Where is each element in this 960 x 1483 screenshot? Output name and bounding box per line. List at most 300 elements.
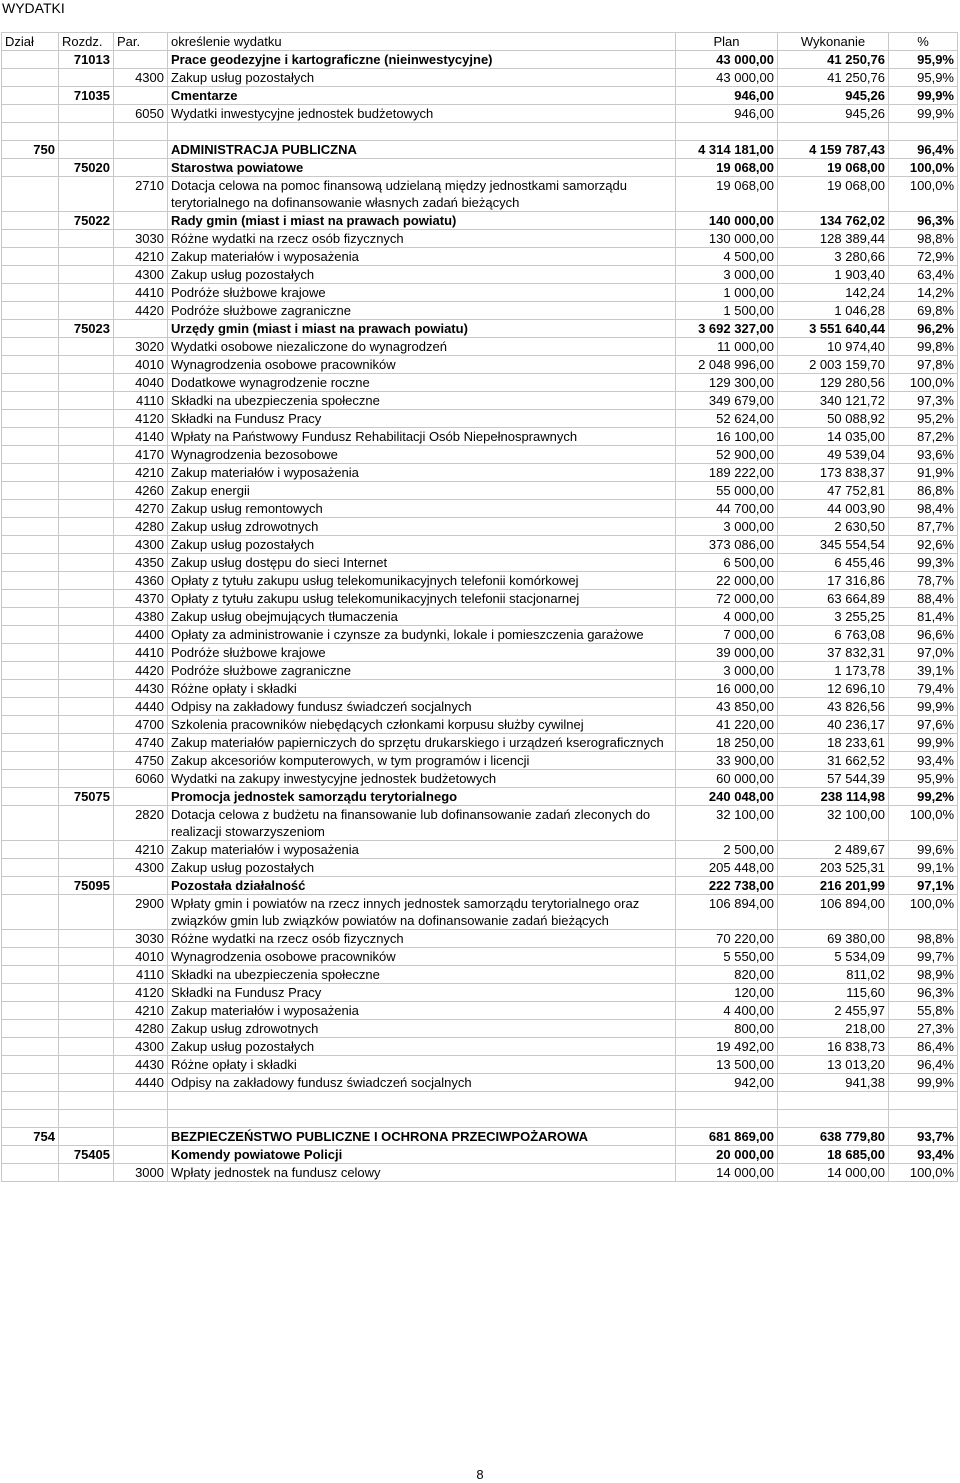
cell-plan: 205 448,00: [676, 859, 778, 877]
cell-execution: 216 201,99: [778, 877, 889, 895]
empty-cell: [168, 123, 676, 141]
table-row: [2, 230, 958, 248]
cell-rozdz: [59, 716, 114, 734]
cell-plan: 19 492,00: [676, 1038, 778, 1056]
cell-rozdz: [59, 1164, 114, 1182]
cell-dzial: [2, 895, 59, 930]
cell-rozdz: [59, 428, 114, 446]
cell-percent: 91,9%: [889, 464, 958, 482]
cell-rozdz: [59, 266, 114, 284]
table-row: [2, 877, 958, 895]
cell-execution: 3 280,66: [778, 248, 889, 266]
cell-par: 3030: [114, 930, 168, 948]
cell-rozdz: [59, 554, 114, 572]
cell-description: Dotacja celowa na pomoc finansową udzielaną między jednostkami samorządu terytorialnego na dofinansowanie własnych zadań bieżących: [168, 177, 676, 212]
cell-percent: 86,4%: [889, 1038, 958, 1056]
table-row: [2, 1002, 958, 1020]
cell-execution: 43 826,56: [778, 698, 889, 716]
cell-description: Zakup materiałów i wyposażenia: [168, 248, 676, 266]
table-row: [2, 284, 958, 302]
cell-dzial: [2, 1056, 59, 1074]
cell-par: 4120: [114, 984, 168, 1002]
cell-description: Zakup materiałów i wyposażenia: [168, 464, 676, 482]
cell-rozdz: [59, 500, 114, 518]
cell-rozdz: [59, 141, 114, 159]
cell-plan: 120,00: [676, 984, 778, 1002]
cell-execution: 106 894,00: [778, 895, 889, 930]
cell-execution: 238 114,98: [778, 788, 889, 806]
cell-dzial: [2, 1020, 59, 1038]
cell-par: 4300: [114, 1038, 168, 1056]
cell-plan: 52 624,00: [676, 410, 778, 428]
table-row: [2, 392, 958, 410]
cell-rozdz: [59, 984, 114, 1002]
cell-description: ADMINISTRACJA PUBLICZNA: [168, 141, 676, 159]
spacer-row: [2, 1092, 958, 1110]
cell-rozdz: [59, 608, 114, 626]
cell-description: Komendy powiatowe Policji: [168, 1146, 676, 1164]
cell-execution: 32 100,00: [778, 806, 889, 841]
cell-dzial: [2, 410, 59, 428]
cell-par: 4210: [114, 248, 168, 266]
cell-description: Podróże służbowe krajowe: [168, 644, 676, 662]
cell-execution: 37 832,31: [778, 644, 889, 662]
cell-par: 4280: [114, 1020, 168, 1038]
table-row: [2, 948, 958, 966]
cell-execution: 811,02: [778, 966, 889, 984]
cell-description: Zakup usług pozostałych: [168, 69, 676, 87]
cell-percent: 55,8%: [889, 1002, 958, 1020]
cell-description: Zakup usług dostępu do sieci Internet: [168, 554, 676, 572]
table-row: [2, 482, 958, 500]
cell-plan: 55 000,00: [676, 482, 778, 500]
cell-plan: 43 000,00: [676, 51, 778, 69]
cell-description: Składki na ubezpieczenia społeczne: [168, 392, 676, 410]
cell-dzial: [2, 770, 59, 788]
cell-description: Różne opłaty i składki: [168, 1056, 676, 1074]
cell-percent: 99,9%: [889, 105, 958, 123]
cell-percent: 78,7%: [889, 572, 958, 590]
cell-dzial: [2, 518, 59, 536]
cell-dzial: [2, 680, 59, 698]
cell-percent: 99,3%: [889, 554, 958, 572]
cell-description: Składki na Fundusz Pracy: [168, 410, 676, 428]
cell-dzial: [2, 266, 59, 284]
cell-execution: 2 630,50: [778, 518, 889, 536]
cell-rozdz: [59, 859, 114, 877]
cell-plan: 3 000,00: [676, 518, 778, 536]
cell-percent: 72,9%: [889, 248, 958, 266]
table-row: [2, 212, 958, 230]
table-row: [2, 1164, 958, 1182]
cell-dzial: [2, 877, 59, 895]
empty-cell: [676, 123, 778, 141]
page-title: WYDATKI: [2, 0, 65, 16]
cell-execution: 142,24: [778, 284, 889, 302]
cell-rozdz: [59, 895, 114, 930]
cell-plan: 3 000,00: [676, 266, 778, 284]
table-row: [2, 770, 958, 788]
cell-par: 6060: [114, 770, 168, 788]
cell-rozdz: [59, 69, 114, 87]
cell-execution: 18 233,61: [778, 734, 889, 752]
cell-percent: 99,9%: [889, 698, 958, 716]
cell-par: 4410: [114, 644, 168, 662]
cell-execution: 69 380,00: [778, 930, 889, 948]
cell-dzial: [2, 966, 59, 984]
cell-par: 4440: [114, 698, 168, 716]
cell-plan: 1 000,00: [676, 284, 778, 302]
cell-execution: 134 762,02: [778, 212, 889, 230]
table-row: [2, 518, 958, 536]
cell-dzial: [2, 536, 59, 554]
cell-plan: 189 222,00: [676, 464, 778, 482]
cell-dzial: [2, 446, 59, 464]
cell-par: 4370: [114, 590, 168, 608]
cell-par: 4300: [114, 536, 168, 554]
cell-description: Zakup usług obejmujących tłumaczenia: [168, 608, 676, 626]
cell-percent: 93,4%: [889, 752, 958, 770]
cell-plan: 681 869,00: [676, 1128, 778, 1146]
header-execution: Wykonanie: [778, 33, 889, 51]
cell-execution: 57 544,39: [778, 770, 889, 788]
cell-description: Wpłaty gmin i powiatów na rzecz innych jednostek samorządu terytorialnego oraz związków gmin lub związków powiatów na dofinansowanie zadań bieżących: [168, 895, 676, 930]
cell-par: [114, 877, 168, 895]
cell-description: Zakup akcesoriów komputerowych, w tym programów i licencji: [168, 752, 676, 770]
header-percent: %: [889, 33, 958, 51]
cell-execution: 63 664,89: [778, 590, 889, 608]
cell-par: 4420: [114, 662, 168, 680]
cell-plan: 19 068,00: [676, 177, 778, 212]
cell-dzial: [2, 930, 59, 948]
cell-rozdz: [59, 1074, 114, 1092]
cell-par: 4170: [114, 446, 168, 464]
cell-rozdz: [59, 464, 114, 482]
cell-percent: 98,8%: [889, 230, 958, 248]
empty-cell: [676, 1110, 778, 1128]
table-row: [2, 248, 958, 266]
cell-plan: 16 000,00: [676, 680, 778, 698]
table-row: [2, 734, 958, 752]
cell-percent: 93,7%: [889, 1128, 958, 1146]
cell-plan: 7 000,00: [676, 626, 778, 644]
table-row: [2, 69, 958, 87]
table-row: [2, 141, 958, 159]
cell-rozdz: [59, 536, 114, 554]
cell-percent: 100,0%: [889, 374, 958, 392]
cell-par: 4700: [114, 716, 168, 734]
empty-cell: [114, 1092, 168, 1110]
page-number: 8: [476, 1467, 484, 1482]
cell-description: Dodatkowe wynagrodzenie roczne: [168, 374, 676, 392]
cell-rozdz: [59, 1038, 114, 1056]
cell-plan: 43 850,00: [676, 698, 778, 716]
cell-description: Opłaty za administrowanie i czynsze za budynki, lokale i pomieszczenia garażowe: [168, 626, 676, 644]
table-row: [2, 752, 958, 770]
cell-description: Zakup energii: [168, 482, 676, 500]
cell-dzial: [2, 841, 59, 859]
cell-par: [114, 212, 168, 230]
cell-dzial: [2, 948, 59, 966]
cell-rozdz: 75095: [59, 877, 114, 895]
cell-dzial: [2, 626, 59, 644]
cell-dzial: [2, 51, 59, 69]
cell-plan: 18 250,00: [676, 734, 778, 752]
cell-execution: 13 013,20: [778, 1056, 889, 1074]
cell-dzial: [2, 248, 59, 266]
table-row: [2, 644, 958, 662]
cell-execution: 340 121,72: [778, 392, 889, 410]
cell-rozdz: [59, 284, 114, 302]
header-par: Par.: [114, 33, 168, 51]
cell-execution: 2 489,67: [778, 841, 889, 859]
cell-percent: 99,7%: [889, 948, 958, 966]
cell-description: Cmentarze: [168, 87, 676, 105]
cell-plan: 19 068,00: [676, 159, 778, 177]
cell-description: BEZPIECZEŃSTWO PUBLICZNE I OCHRONA PRZECIWPOŻAROWA: [168, 1128, 676, 1146]
cell-percent: 86,8%: [889, 482, 958, 500]
cell-dzial: [2, 644, 59, 662]
cell-description: Zakup usług pozostałych: [168, 536, 676, 554]
cell-percent: 69,8%: [889, 302, 958, 320]
cell-par: 6050: [114, 105, 168, 123]
table-row: [2, 984, 958, 1002]
cell-par: 4010: [114, 356, 168, 374]
table-row: [2, 320, 958, 338]
cell-par: [114, 1128, 168, 1146]
cell-plan: 13 500,00: [676, 1056, 778, 1074]
cell-par: 4440: [114, 1074, 168, 1092]
table-row: [2, 338, 958, 356]
cell-par: 4740: [114, 734, 168, 752]
cell-plan: 6 500,00: [676, 554, 778, 572]
cell-execution: 41 250,76: [778, 69, 889, 87]
empty-cell: [676, 1092, 778, 1110]
cell-execution: 941,38: [778, 1074, 889, 1092]
table-row: [2, 266, 958, 284]
cell-execution: 19 068,00: [778, 159, 889, 177]
cell-description: Zakup usług remontowych: [168, 500, 676, 518]
table-row: [2, 87, 958, 105]
empty-cell: [889, 123, 958, 141]
empty-cell: [889, 1092, 958, 1110]
cell-percent: 92,6%: [889, 536, 958, 554]
cell-rozdz: [59, 230, 114, 248]
cell-dzial: [2, 482, 59, 500]
cell-description: Rady gmin (miast i miast na prawach powiatu): [168, 212, 676, 230]
cell-par: 4430: [114, 680, 168, 698]
cell-plan: 3 000,00: [676, 662, 778, 680]
cell-dzial: [2, 698, 59, 716]
cell-dzial: [2, 428, 59, 446]
table-row: [2, 788, 958, 806]
cell-execution: 2 003 159,70: [778, 356, 889, 374]
table-row: [2, 680, 958, 698]
cell-execution: 40 236,17: [778, 716, 889, 734]
cell-rozdz: [59, 572, 114, 590]
cell-execution: 945,26: [778, 87, 889, 105]
cell-rozdz: [59, 446, 114, 464]
cell-execution: 16 838,73: [778, 1038, 889, 1056]
cell-plan: 820,00: [676, 966, 778, 984]
cell-par: 4040: [114, 374, 168, 392]
cell-plan: 14 000,00: [676, 1164, 778, 1182]
empty-cell: [114, 1110, 168, 1128]
cell-par: [114, 87, 168, 105]
cell-percent: 100,0%: [889, 1164, 958, 1182]
cell-dzial: [2, 984, 59, 1002]
cell-description: Różne opłaty i składki: [168, 680, 676, 698]
table-row: [2, 662, 958, 680]
cell-description: Zakup usług pozostałych: [168, 1038, 676, 1056]
cell-execution: 5 534,09: [778, 948, 889, 966]
cell-par: [114, 1146, 168, 1164]
cell-par: 4110: [114, 966, 168, 984]
cell-rozdz: [59, 752, 114, 770]
expenditure-table: [1, 32, 958, 1182]
cell-percent: 99,6%: [889, 841, 958, 859]
cell-execution: 2 455,97: [778, 1002, 889, 1020]
cell-percent: 98,8%: [889, 930, 958, 948]
cell-description: Wpłaty na Państwowy Fundusz Rehabilitacji Osób Niepełnosprawnych: [168, 428, 676, 446]
cell-description: Promocja jednostek samorządu terytorialnego: [168, 788, 676, 806]
cell-execution: 14 000,00: [778, 1164, 889, 1182]
cell-plan: 4 400,00: [676, 1002, 778, 1020]
table-row: [2, 464, 958, 482]
cell-rozdz: [59, 698, 114, 716]
cell-description: Zakup materiałów i wyposażenia: [168, 1002, 676, 1020]
cell-description: Podróże służbowe zagraniczne: [168, 302, 676, 320]
cell-par: 2900: [114, 895, 168, 930]
cell-dzial: [2, 212, 59, 230]
cell-percent: 99,2%: [889, 788, 958, 806]
cell-execution: 6 455,46: [778, 554, 889, 572]
cell-percent: 81,4%: [889, 608, 958, 626]
table-row: [2, 859, 958, 877]
cell-par: 4750: [114, 752, 168, 770]
cell-dzial: [2, 1002, 59, 1020]
cell-dzial: [2, 1038, 59, 1056]
cell-percent: 95,9%: [889, 51, 958, 69]
cell-rozdz: [59, 518, 114, 536]
cell-percent: 14,2%: [889, 284, 958, 302]
cell-par: [114, 320, 168, 338]
cell-par: 4400: [114, 626, 168, 644]
cell-execution: 41 250,76: [778, 51, 889, 69]
cell-par: 4010: [114, 948, 168, 966]
cell-percent: 99,8%: [889, 338, 958, 356]
cell-description: Opłaty z tytułu zakupu usług telekomunikacyjnych telefonii komórkowej: [168, 572, 676, 590]
cell-dzial: [2, 752, 59, 770]
cell-execution: 6 763,08: [778, 626, 889, 644]
cell-percent: 96,2%: [889, 320, 958, 338]
cell-execution: 128 389,44: [778, 230, 889, 248]
cell-dzial: [2, 608, 59, 626]
cell-rozdz: [59, 338, 114, 356]
cell-description: Starostwa powiatowe: [168, 159, 676, 177]
cell-plan: 4 314 181,00: [676, 141, 778, 159]
cell-execution: 173 838,37: [778, 464, 889, 482]
cell-dzial: [2, 87, 59, 105]
cell-par: 4300: [114, 69, 168, 87]
cell-description: Różne wydatki na rzecz osób fizycznych: [168, 230, 676, 248]
cell-plan: 52 900,00: [676, 446, 778, 464]
table-row: [2, 608, 958, 626]
cell-dzial: [2, 662, 59, 680]
table-row: [2, 930, 958, 948]
cell-execution: 345 554,54: [778, 536, 889, 554]
empty-cell: [778, 1092, 889, 1110]
cell-description: Wynagrodzenia osobowe pracowników: [168, 948, 676, 966]
cell-description: Prace geodezyjne i kartograficzne (nieinwestycyjne): [168, 51, 676, 69]
cell-rozdz: [59, 680, 114, 698]
cell-plan: 2 500,00: [676, 841, 778, 859]
cell-rozdz: [59, 410, 114, 428]
table-row: [2, 177, 958, 212]
cell-rozdz: 71035: [59, 87, 114, 105]
cell-execution: 638 779,80: [778, 1128, 889, 1146]
table-row: [2, 51, 958, 69]
cell-description: Składki na Fundusz Pracy: [168, 984, 676, 1002]
table-row: [2, 966, 958, 984]
cell-execution: 115,60: [778, 984, 889, 1002]
empty-cell: [2, 1092, 59, 1110]
cell-rozdz: [59, 1128, 114, 1146]
cell-percent: 96,3%: [889, 984, 958, 1002]
table-row: [2, 1074, 958, 1092]
cell-percent: 100,0%: [889, 895, 958, 930]
cell-percent: 95,9%: [889, 69, 958, 87]
cell-rozdz: [59, 770, 114, 788]
cell-execution: 218,00: [778, 1020, 889, 1038]
cell-par: [114, 159, 168, 177]
cell-dzial: [2, 464, 59, 482]
cell-description: Dotacja celowa z budżetu na finansowanie lub dofinansowanie zadań zleconych do realizacji stowarzyszeniom: [168, 806, 676, 841]
cell-rozdz: [59, 1020, 114, 1038]
cell-description: Urzędy gmin (miast i miast na prawach powiatu): [168, 320, 676, 338]
cell-percent: 96,6%: [889, 626, 958, 644]
cell-execution: 203 525,31: [778, 859, 889, 877]
cell-description: Wydatki osobowe niezaliczone do wynagrodzeń: [168, 338, 676, 356]
table-row: [2, 1056, 958, 1074]
cell-rozdz: [59, 644, 114, 662]
empty-cell: [168, 1110, 676, 1128]
cell-par: 4360: [114, 572, 168, 590]
table-row: [2, 1128, 958, 1146]
cell-dzial: [2, 1074, 59, 1092]
cell-rozdz: [59, 626, 114, 644]
cell-execution: 1 046,28: [778, 302, 889, 320]
cell-percent: 99,9%: [889, 87, 958, 105]
cell-execution: 4 159 787,43: [778, 141, 889, 159]
cell-percent: 97,6%: [889, 716, 958, 734]
cell-par: 3020: [114, 338, 168, 356]
cell-execution: 19 068,00: [778, 177, 889, 212]
table-row: [2, 841, 958, 859]
table-header-row: [2, 33, 958, 51]
cell-dzial: [2, 320, 59, 338]
cell-dzial: [2, 356, 59, 374]
cell-execution: 18 685,00: [778, 1146, 889, 1164]
cell-rozdz: [59, 248, 114, 266]
cell-par: 2820: [114, 806, 168, 841]
cell-percent: 79,4%: [889, 680, 958, 698]
cell-rozdz: 75075: [59, 788, 114, 806]
cell-dzial: [2, 859, 59, 877]
cell-rozdz: [59, 177, 114, 212]
table-row: [2, 806, 958, 841]
cell-description: Zakup usług pozostałych: [168, 266, 676, 284]
